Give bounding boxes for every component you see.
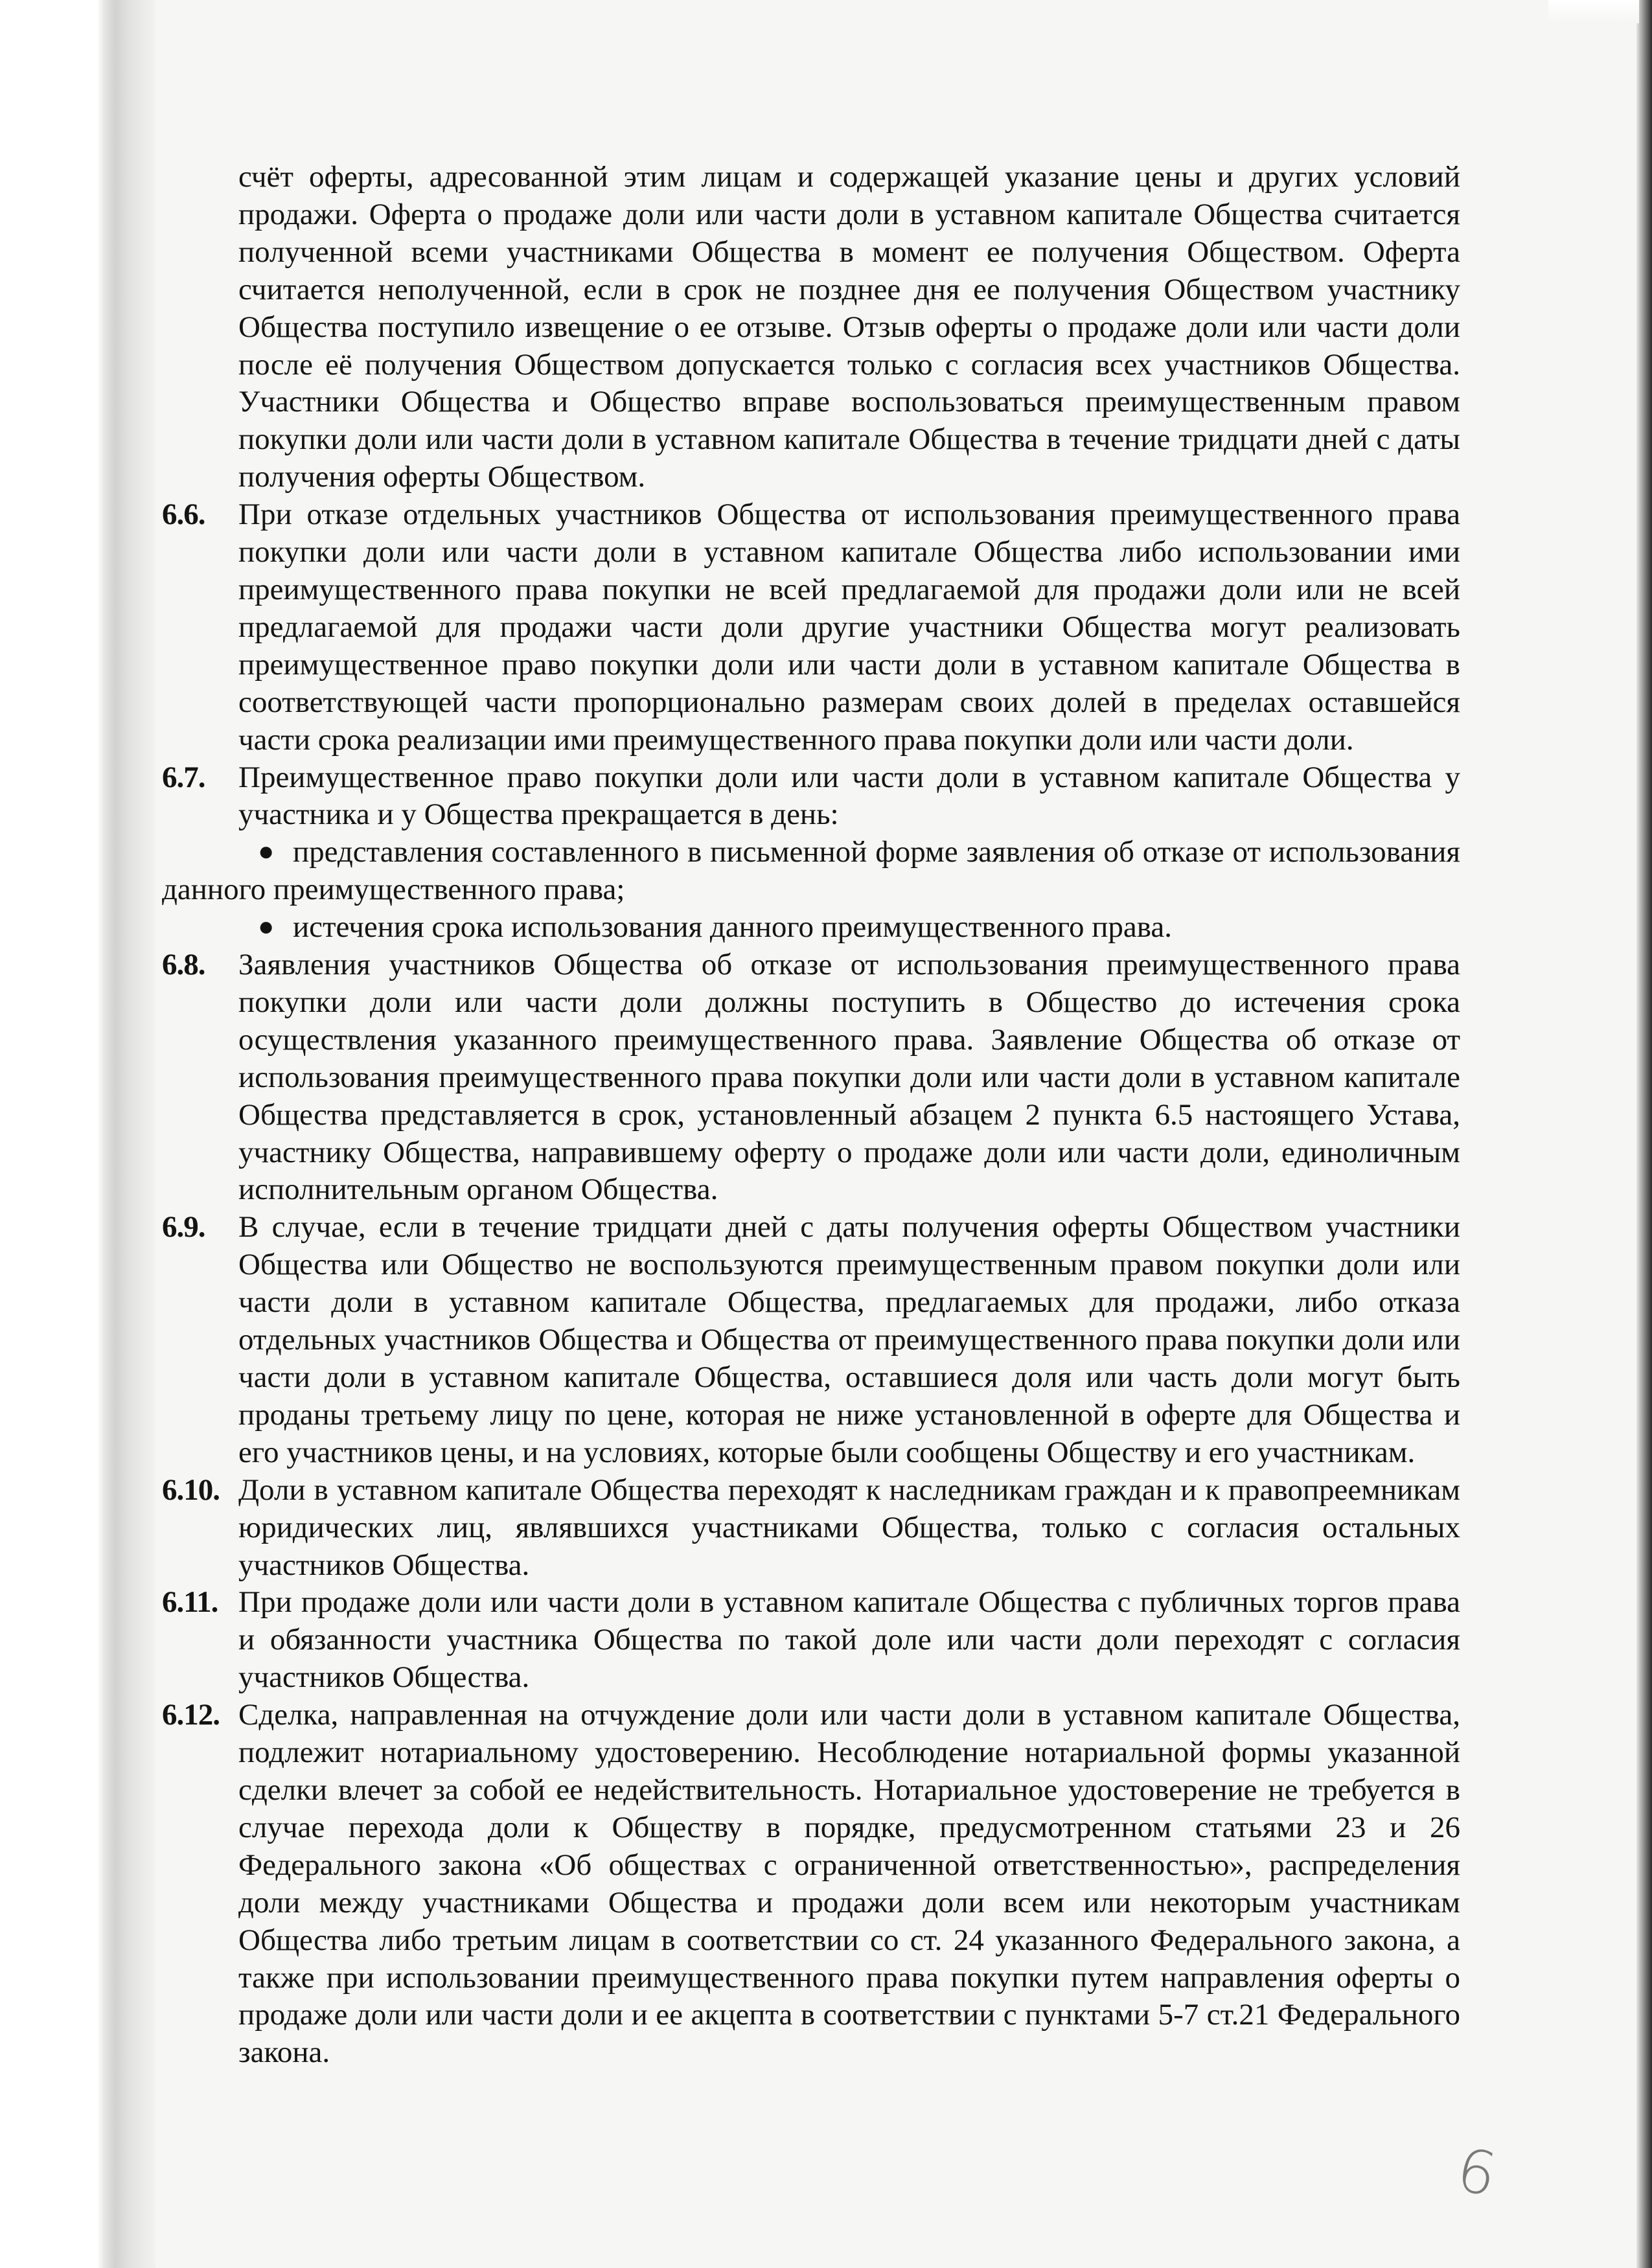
section-6-7 [162, 759, 1460, 834]
section-number: 6.11. [162, 1585, 218, 1620]
section-number: 6.7. [162, 760, 205, 794]
list-item [162, 834, 1460, 909]
section-number: 6.10. [162, 1472, 220, 1507]
scan-binding-shadow [0, 0, 155, 2268]
section-6-6 [162, 496, 1460, 759]
section-6-11 [162, 1584, 1460, 1697]
section-6-12 [162, 1697, 1460, 2072]
document-page [162, 159, 1460, 2072]
bullet-icon: ● [258, 837, 275, 867]
section-text: При отказе отдельных участников Общества от использования преимущественного права покупки доли или части доли в уставном капитале Общества либо использовании ими преимущественного права покупки не всей предлагаемой для продажи доли или не всей предлагаемой для продажи части доли другие участники Общества могут реализовать преимущественное право покупки доли или части доли в уставном капитале Общества в соответствующей части пропорционально размерам своих долей в пределах оставшейся части срока реализации ими преимущественного права покупки доли или части доли. [238, 498, 1460, 757]
handwritten-page-number: 6 [1451, 2135, 1503, 2210]
section-text: При продаже доли или части доли в уставном капитале Общества с публичных торгов права и обязанности участника Общества по такой доле или части доли переходят с согласия участников Общества. [238, 1585, 1460, 1695]
list-item [162, 909, 1460, 946]
bullet-icon: ● [258, 912, 275, 943]
section-text: Преимущественное право покупки доли или части доли в уставном капитале Общества у участника и у Общества прекращается в день: [238, 760, 1460, 832]
scan-top-right-corner [1548, 0, 1639, 23]
section-6-9 [162, 1209, 1460, 1471]
section-number: 6.8. [162, 948, 205, 982]
section-text: Сделка, направленная на отчуждение доли или части доли в уставном капитале Общества, подлежит нотариальному удостоверению. Несоблюдение нотариальной формы указанной сделки влечет за собой ее недействительность. Нотариальное удостоверение не требуется в случае перехода доли к Обществу в порядке, предусмотренном статьями 23 и 26 Федерального закона «Об обществах с ограниченной ответственностью», распределения доли между участниками Общества и продажи доли всем или некоторым участникам Общества либо третьим лицам в соответствии со ст. 24 указанного Федерального закона, а также при использовании преимущественного права покупки путем направления оферты о продаже доли или части доли и ее акцепта в соответствии с пунктами 5-7 ст.21 Федерального закона. [238, 1698, 1460, 2070]
list-item-text: истечения срока использования данного преимущественного права. [293, 910, 1172, 945]
section-number: 6.9. [162, 1210, 205, 1244]
section-text: Доли в уставном капитале Общества переходят к наследникам граждан и к правопреемникам юридических лиц, являвшихся участниками Общества, только с согласия остальных участников Общества. [238, 1472, 1460, 1582]
list-item-text: представления составленного в письменной форме заявления об отказе от использования данного преимущественного права; [162, 835, 1460, 907]
section-6-10 [162, 1472, 1460, 1585]
section-6-7-bullet-list [162, 834, 1460, 946]
section-text: Заявления участников Общества об отказе от использования преимущественного права покупки доли или части доли должны поступить в Общество до истечения срока осуществления указанного преимущественного права. Заявление Общества об отказе от использования преимущественного права покупки доли или части доли в уставном капитале Общества представляется в срок, установленный абзацем 2 пункта 6.5 настоящего Устава, участнику Общества, направившему оферту о продаже доли или части доли, единоличным исполнительным органом Общества. [238, 948, 1460, 1207]
section-text: В случае, если в течение тридцати дней с даты получения оферты Обществом участники Общества или Общество не воспользуются преимущественным правом покупки доли или части доли в уставном капитале Общества, предлагаемых для продажи, либо отказа отдельных участников Общества и Общества от преимущественного права покупки доли или части доли в уставном капитале Общества, оставшиеся доля или часть доли могут быть проданы третьему лицу по цене, которая не ниже установленной в оферте для Общества и его участников цены, и на условиях, которые были сообщены Обществу и его участникам. [238, 1210, 1460, 1469]
section-number: 6.6. [162, 498, 205, 532]
section-number: 6.12. [162, 1698, 220, 1732]
scan-right-edge [1636, 0, 1652, 2268]
section-6-8 [162, 946, 1460, 1209]
continuation-paragraph: счёт оферты, адресованной этим лицам и содержащей указание цены и других условий продажи. Оферта о продаже доли или части доли в уставном капитале Общества считается полученной всеми участниками Общества в момент ее получения Обществом. Оферта считается неполученной, если в срок не позднее дня ее получения Обществом участнику Общества поступило извещение о ее отзыве. Отзыв оферты о продаже доли или части доли после её получения Обществом допускается только с согласия всех участников Общества. Участники Общества и Общество вправе воспользоваться преимущественным правом покупки доли или части доли в уставном капитале Общества в течение тридцати дней с даты получения оферты Обществом. [238, 160, 1460, 494]
